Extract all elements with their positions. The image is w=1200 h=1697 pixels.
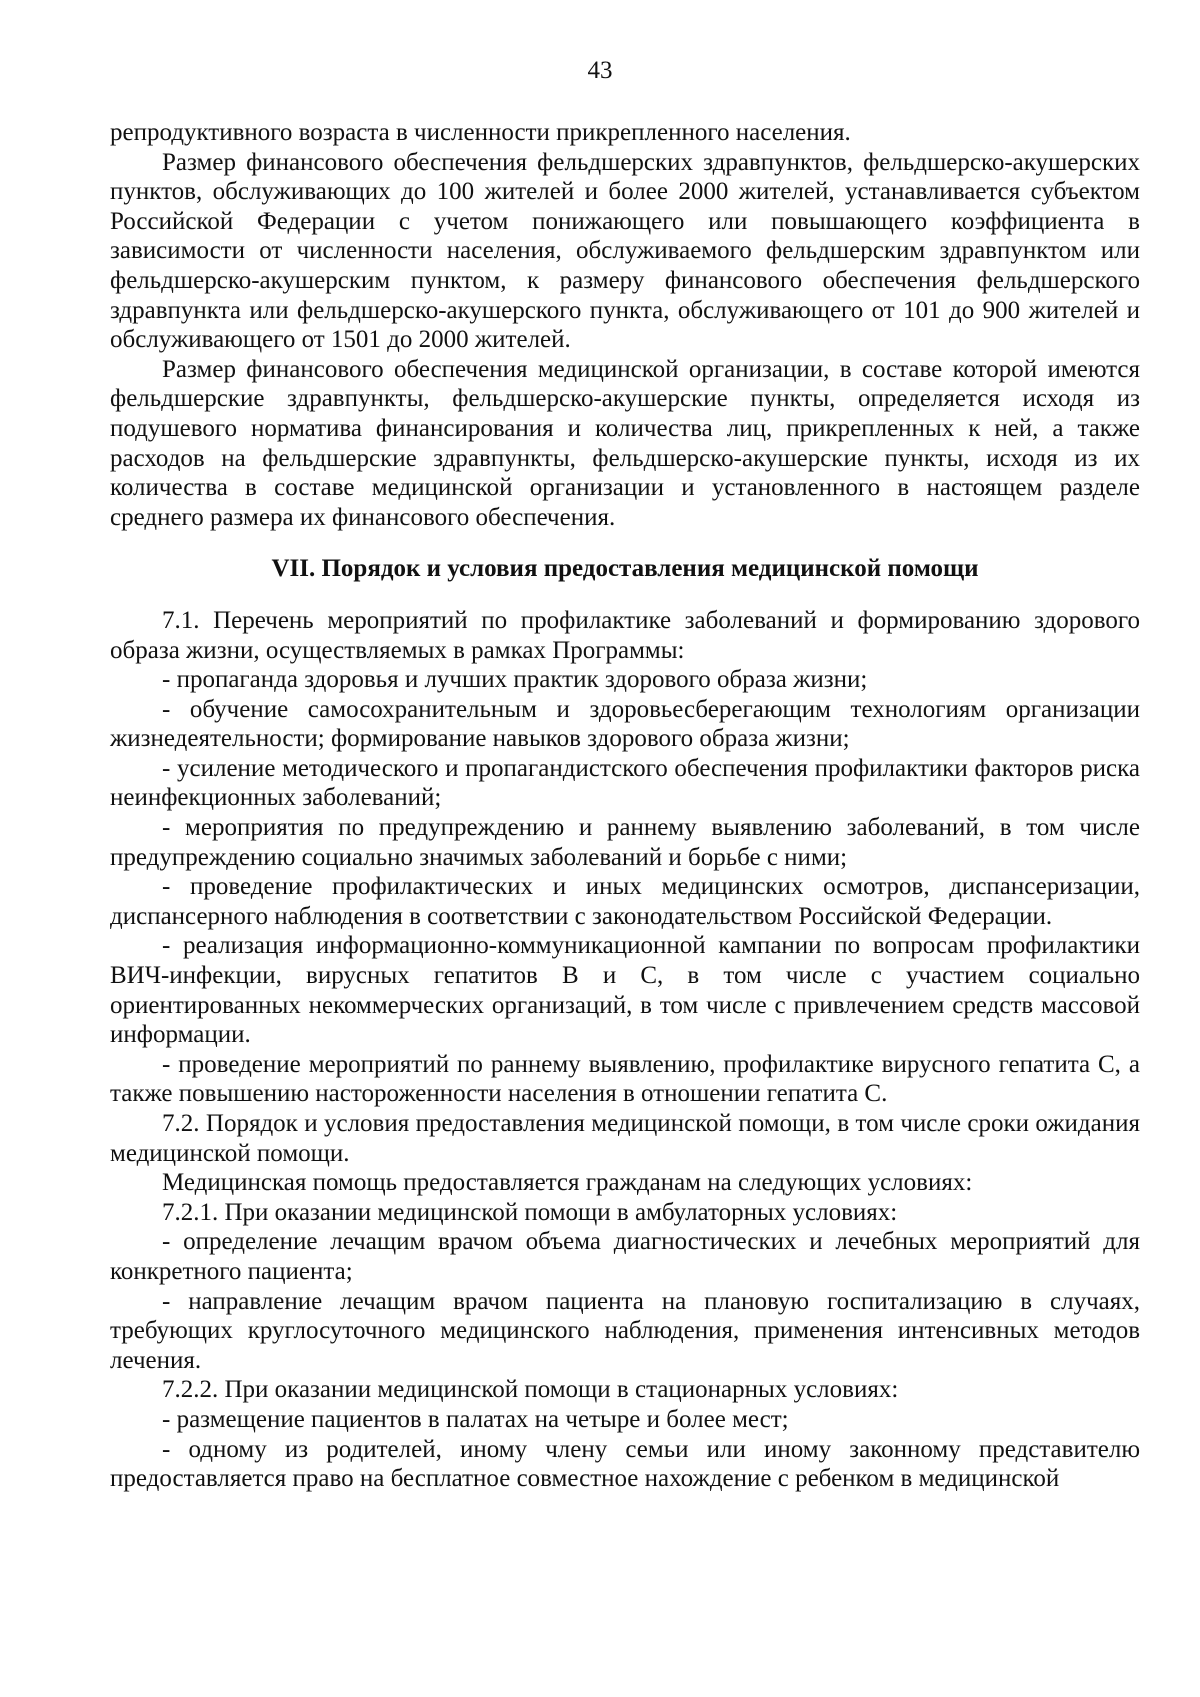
list-item: - проведение профилактических и иных медицинских осмотров, диспансеризации, диспансерного наблюдения в соответствии с законодательством Российской Федерации. — [110, 873, 1140, 930]
paragraph: 7.2. Порядок и условия предоставления медицинской помощи, в том числе сроки ожидания медицинской помощи. — [110, 1110, 1140, 1167]
paragraph: Размер финансового обеспечения фельдшерских здравпунктов, фельдшерско-акушерских пунктов, обслуживающих до 100 жителей и более 2000 жителей, устанавливается субъектом Российской Федерации с учетом понижающего или повышающего коэффициента в зависимости от численности населения, обслуживаемого фельдшерским здравпунктом или фельдшерско-акушерским пунктом, к размеру финансового обеспечения фельдшерского здравпункта или фельдшерско-акушерского пункта, обслуживающего от 101 до 900 жителей и обслуживающего от 1501 до 2000 жителей. — [110, 148, 1140, 354]
list-item: - определение лечащим врачом объема диагностических и лечебных мероприятий для конкретного пациента; — [110, 1228, 1140, 1285]
list-item: - пропаганда здоровья и лучших практик здорового образа жизни; — [162, 666, 868, 694]
list-item: - обучение самосохранительным и здоровьесберегающим технологиям организации жизнедеятельности; формирование навыков здорового образа жизни; — [110, 695, 1140, 753]
section-heading: VII. Порядок и условия предоставления медицинской помощи — [271, 555, 979, 583]
paragraph: Медицинская помощь предоставляется гражданам на следующих условиях: — [162, 1169, 973, 1197]
paragraph: Размер финансового обеспечения медицинской организации, в составе которой имеются фельдшерские здравпункты, фельдшерско-акушерские пункты, определяется исходя из подушевого норматива финансирования и количества лиц, прикрепленных к ней, а также расходов на фельдшерские здравпункты, фельдшерско-акушерские пункты, исходя из их количества в составе медицинской организации и установленного в настоящем разделе среднего размера их финансового обеспечения. — [110, 355, 1140, 531]
page-number: 43 — [587, 57, 613, 84]
document-body — [110, 118, 1140, 1494]
list-item: - проведение мероприятий по раннему выявлению, профилактике вирусного гепатита С, а также повышению настороженности населения в отношении гепатита С. — [110, 1050, 1140, 1108]
paragraph: 7.1. Перечень мероприятий по профилактике заболеваний и формированию здорового образа жизни, осуществляемых в рамках Программы: — [110, 606, 1140, 664]
list-item: - одному из родителей, иному члену семьи или иному законному представителю предоставляется право на бесплатное совместное нахождение с ребенком в медицинской — [110, 1435, 1140, 1493]
list-item: - размещение пациентов в палатах на четыре и более мест; — [162, 1405, 789, 1433]
paragraph: 7.2.2. При оказании медицинской помощи в стационарных условиях: — [162, 1376, 899, 1404]
list-item: - усиление методического и пропагандистского обеспечения профилактики факторов риска неинфекционных заболеваний; — [110, 754, 1140, 812]
list-item: - направление лечащим врачом пациента на плановую госпитализацию в случаях, требующих круглосуточного медицинского наблюдения, применения интенсивных методов лечения. — [110, 1287, 1140, 1374]
list-item: - мероприятия по предупреждению и раннему выявлению заболеваний, в том числе предупреждению социально значимых заболеваний и борьбе с ними; — [110, 814, 1140, 871]
list-item: - реализация информационно-коммуникационной кампании по вопросам профилактики ВИЧ-инфекции, вирусных гепатитов В и С, в том числе с участием социально ориентированных некоммерческих организаций, в том числе с привлечением средств массовой информации. — [110, 932, 1140, 1049]
paragraph: 7.2.1. При оказании медицинской помощи в амбулаторных условиях: — [162, 1198, 898, 1226]
paragraph: репродуктивного возраста в численности прикрепленного населения. — [110, 119, 851, 146]
